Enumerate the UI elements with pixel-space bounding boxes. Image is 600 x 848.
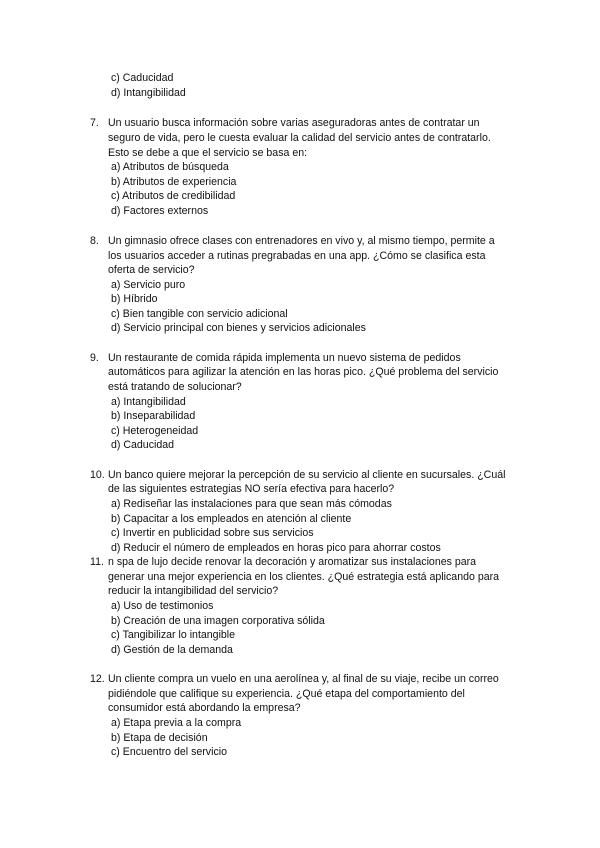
option-text: c) Atributos de credibilidad [111,190,236,202]
option-text: b) Híbrido [111,293,158,305]
question-text: seguro de vida, pero le cuesta evaluar la calidad del servicio antes de contratarlo. [108,132,491,144]
option-text: c) Bien tangible con servicio adicional [111,308,288,320]
question-number: 12. [90,673,105,685]
question-number: 11. [90,556,104,568]
question-text: Un banco quiere mejorar la percepción de su servicio al cliente en sucursales. ¿Cuál [108,469,506,481]
question-text: automáticos para agilizar la atención en las horas pico. ¿Qué problema del servicio [108,366,499,378]
option-text: a) Atributos de búsqueda [111,161,229,173]
question-text: consumidor está abordando la empresa? [108,702,301,714]
question-number: 8. [90,235,99,247]
question-number: 9. [90,352,99,364]
option-text: d) Caducidad [111,439,175,451]
option-text: a) Uso de testimonios [111,600,214,612]
question-number: 10. [90,469,105,481]
option-text: d) Gestión de la demanda [111,644,233,656]
question-text: está tratando de solucionar? [108,381,242,393]
option-text: b) Atributos de experiencia [111,176,237,188]
option-text: a) Etapa previa a la compra [111,717,242,729]
question-text: generar una mejor experiencia en los clientes. ¿Qué estrategia está aplicando para [108,571,500,583]
option-text: b) Etapa de decisión [111,732,208,744]
option-text: d) Reducir el número de empleados en horas pico para ahorrar costos [111,542,441,554]
question-text: Un usuario busca información sobre varias aseguradoras antes de contratar un [108,117,480,129]
question-text: de las siguientes estrategias NO sería efectiva para hacerlo? [108,483,395,495]
option-text: a) Servicio puro [111,279,186,291]
option-text: c) Encuentro del servicio [111,746,227,758]
option-text: d) Servicio principal con bienes y servicios adicionales [111,322,366,334]
question-number: 7. [90,117,99,129]
option-text: a) Rediseñar las instalaciones para que sean más cómodas [111,498,392,510]
option-text: a) Intangibilidad [111,396,186,408]
option-text: c) Tangibilizar lo intangible [111,629,236,641]
question-text: oferta de servicio? [108,264,195,276]
question-text: Un cliente compra un vuelo en una aerolínea y, al final de su viaje, recibe un correo [108,673,499,685]
option-text: d) Intangibilidad [111,87,186,99]
option-text: d) Factores externos [111,205,209,217]
question-text: n spa de lujo decide renovar la decoración y aromatizar sus instalaciones para [108,556,477,568]
question-text: pidiéndole que califique su experiencia. ¿Qué etapa del comportamiento del [108,688,465,700]
question-text: reducir la intangibilidad del servicio? [108,585,279,597]
option-text: c) Heterogeneidad [111,425,199,437]
option-text: b) Capacitar a los empleados en atención al cliente [111,513,352,525]
option-text: b) Creación de una imagen corporativa sólida [111,615,325,627]
question-text: los usuarios acceder a rutinas pregrabadas en una app. ¿Cómo se clasifica esta [108,250,486,262]
question-text: Esto se debe a que el servicio se basa en: [108,147,308,159]
question-text: Un gimnasio ofrece clases con entrenadores en vivo y, al mismo tiempo, permite a [108,235,495,247]
option-text: c) Invertir en publicidad sobre sus servicios [111,527,314,539]
option-text: b) Inseparabilidad [111,410,196,422]
option-text: c) Caducidad [111,72,174,84]
question-text: Un restaurante de comida rápida implementa un nuevo sistema de pedidos [108,352,461,364]
